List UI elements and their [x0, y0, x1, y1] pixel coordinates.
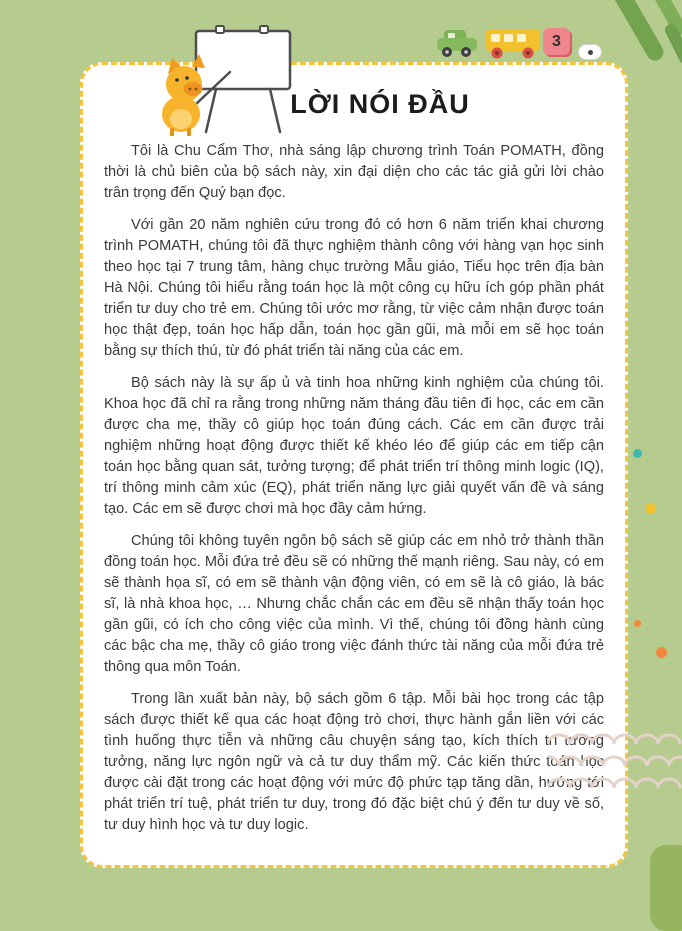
preface-paragraph: Chúng tôi không tuyên ngôn bộ sách sẽ giúp các em nhỏ trở thành thần đồng toán học. Mỗi đứa trẻ đều sẽ có những thế mạnh riêng. Sau này, có em sẽ thành họa sĩ, có em sẽ thành vận động viên, có em sẽ là cô giáo, là bác sĩ, là nhà khoa học, … Nhưng chắc chắn các em đều sẽ nhận thấy toán học gần gũi, có ích cho công việc của mình. Vì thế, chúng tôi đồng hành cùng các bậc cha mẹ, thầy cô giáo trong việc đánh thức tài năng của mỗi đứa trẻ thông qua môn Toán.	[104, 533, 604, 675]
whiteboard-illustration	[196, 26, 290, 132]
bus-icon	[486, 29, 540, 59]
preface-paragraph: Trong lần xuất bản này, bộ sách gồm 6 tập. Mỗi bài học trong các tập sách được thiết kế qua các hoạt động trò chơi, thực hành gắn liền với các tình huống thực tiễn và những câu chuyện sáng tạo, kích thích trí tưởng tưởng, năng lực ngôn ngữ và cả tư duy thẩm mỹ. Các kiến thức toán học được cài đặt trong các hoạt động với mức độ phức tạp tăng dần, hướng tới phát triển trí tuệ, phát triển tư duy, trong đó đặc biệt chú ý đến tư duy về số, tư duy hình học và tư duy logic.	[104, 691, 604, 833]
yellow-dot-decoration	[645, 503, 656, 514]
preface-paragraph: Với gần 20 năm nghiên cứu trong đó có hơn 6 năm triển khai chương trình POMATH, chúng tôi đã thực nghiệm thành công với hàng vạn học sinh theo học tại 7 trung tâm, hàng chục trường Mẫu giáo, Tiểu học trên địa bàn Hà Nội. Chúng tôi hiểu rằng toán học là một công cụ hữu ích góp phần phát triển tư duy cho trẻ em. Chúng tôi ước mơ rằng, từ việc cảm nhận được toán học thật đẹp, toán học hấp dẫn, toán học gần gũi, mà mỗi em sẽ học toán bằng sự thích thú, từ đó phát triển tài năng của các em.	[104, 217, 604, 359]
page-number-badge	[543, 28, 570, 55]
page-number: 3	[552, 32, 561, 50]
scallop-wave-decoration	[548, 724, 682, 804]
brush-stroke-decoration	[567, 0, 682, 100]
preface-paragraph: Tôi là Chu Cẩm Thơ, nhà sáng lập chương trình Toán POMATH, đồng thời là chủ biên của bộ sách này, xin đại diện cho các tác giả gửi lời chào trân trọng đến Quý bạn đọc.	[104, 143, 604, 201]
orange-dot-decoration	[656, 647, 667, 658]
preface-card	[80, 62, 628, 868]
pig-mascot-illustration	[156, 24, 298, 136]
orange-dot-small-decoration	[634, 620, 641, 627]
page-title: LỜI NÓI ĐẦU	[290, 89, 470, 119]
green-tab-decoration	[650, 845, 682, 931]
pig-icon	[162, 54, 205, 135]
preface-paragraph: Bộ sách này là sự ấp ủ và tinh hoa những kinh nghiệm của chúng tôi. Khoa học đã chỉ ra rằng trong những năm tháng đầu tiên đi học, các em cần được cha mẹ, thầy cô giúp học toán đúng cách. Các em cần được trải nghiệm những hoạt động được thiết kế khéo léo để giúp các em tiếp cận toán học bằng quan sát, tưởng tượng; để phát triển trí thông minh logic (IQ), trí thông minh cảm xúc (EQ), phát triển năng lực giải quyết vấn đề và sáng tạo. Các em sẽ được chơi mà học đầy cảm hứng.	[104, 375, 604, 517]
toy-vehicles-illustration	[436, 24, 544, 64]
car-icon	[437, 30, 477, 57]
teal-dot-decoration	[633, 449, 642, 458]
